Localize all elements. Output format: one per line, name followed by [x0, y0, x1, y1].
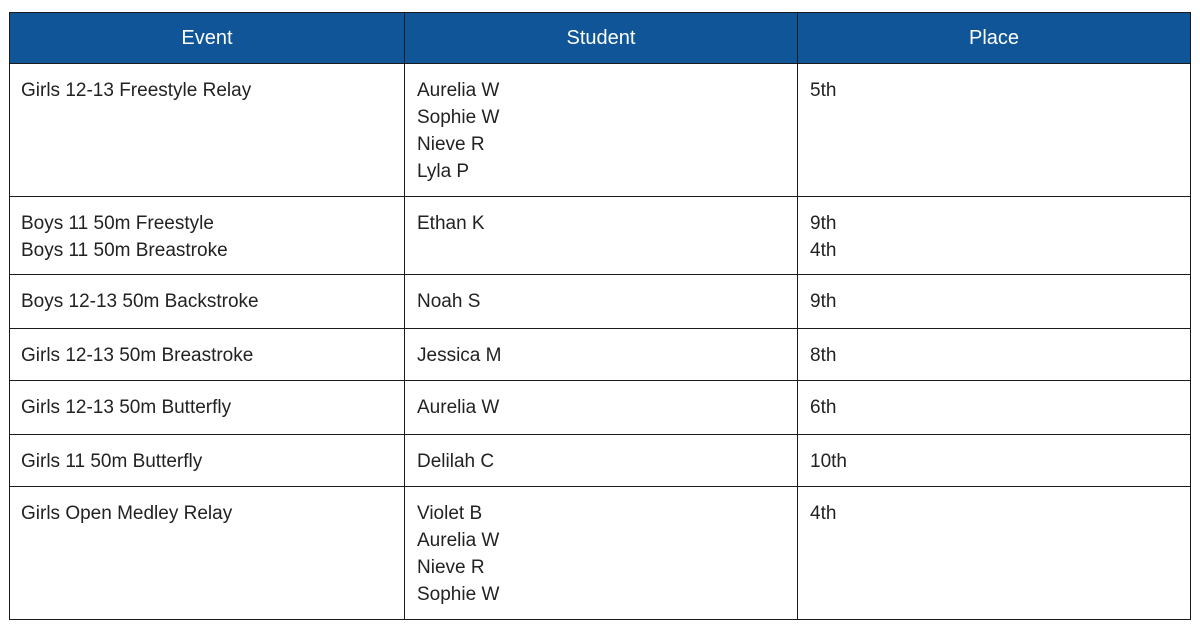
column-header-student: Student	[405, 13, 798, 64]
event-cell: Girls 11 50m Butterfly	[10, 435, 405, 487]
student-cell: Delilah C	[405, 435, 798, 487]
student-cell: Aurelia W	[405, 381, 798, 435]
place-cell: 9th 4th	[798, 197, 1191, 275]
table-row	[10, 381, 1191, 435]
place-cell: 5th	[798, 64, 1191, 197]
table-header-row	[10, 13, 1191, 64]
results-table	[9, 12, 1191, 620]
student-cell: Violet B Aurelia W Nieve R Sophie W	[405, 487, 798, 620]
event-cell: Girls 12-13 Freestyle Relay	[10, 64, 405, 197]
event-cell: Girls 12-13 50m Breastroke	[10, 329, 405, 381]
student-cell: Ethan K	[405, 197, 798, 275]
place-cell: 6th	[798, 381, 1191, 435]
table-row	[10, 275, 1191, 329]
column-header-place: Place	[798, 13, 1191, 64]
table-row	[10, 329, 1191, 381]
place-cell: 9th	[798, 275, 1191, 329]
table-row	[10, 64, 1191, 197]
place-cell: 8th	[798, 329, 1191, 381]
event-cell: Boys 12-13 50m Backstroke	[10, 275, 405, 329]
event-cell: Girls Open Medley Relay	[10, 487, 405, 620]
table-row	[10, 197, 1191, 275]
student-cell: Aurelia W Sophie W Nieve R Lyla P	[405, 64, 798, 197]
event-cell: Boys 11 50m Freestyle Boys 11 50m Breastroke	[10, 197, 405, 275]
student-cell: Noah S	[405, 275, 798, 329]
event-cell: Girls 12-13 50m Butterfly	[10, 381, 405, 435]
place-cell: 4th	[798, 487, 1191, 620]
table-row	[10, 435, 1191, 487]
student-cell: Jessica M	[405, 329, 798, 381]
place-cell: 10th	[798, 435, 1191, 487]
table-row	[10, 487, 1191, 620]
column-header-event: Event	[10, 13, 405, 64]
